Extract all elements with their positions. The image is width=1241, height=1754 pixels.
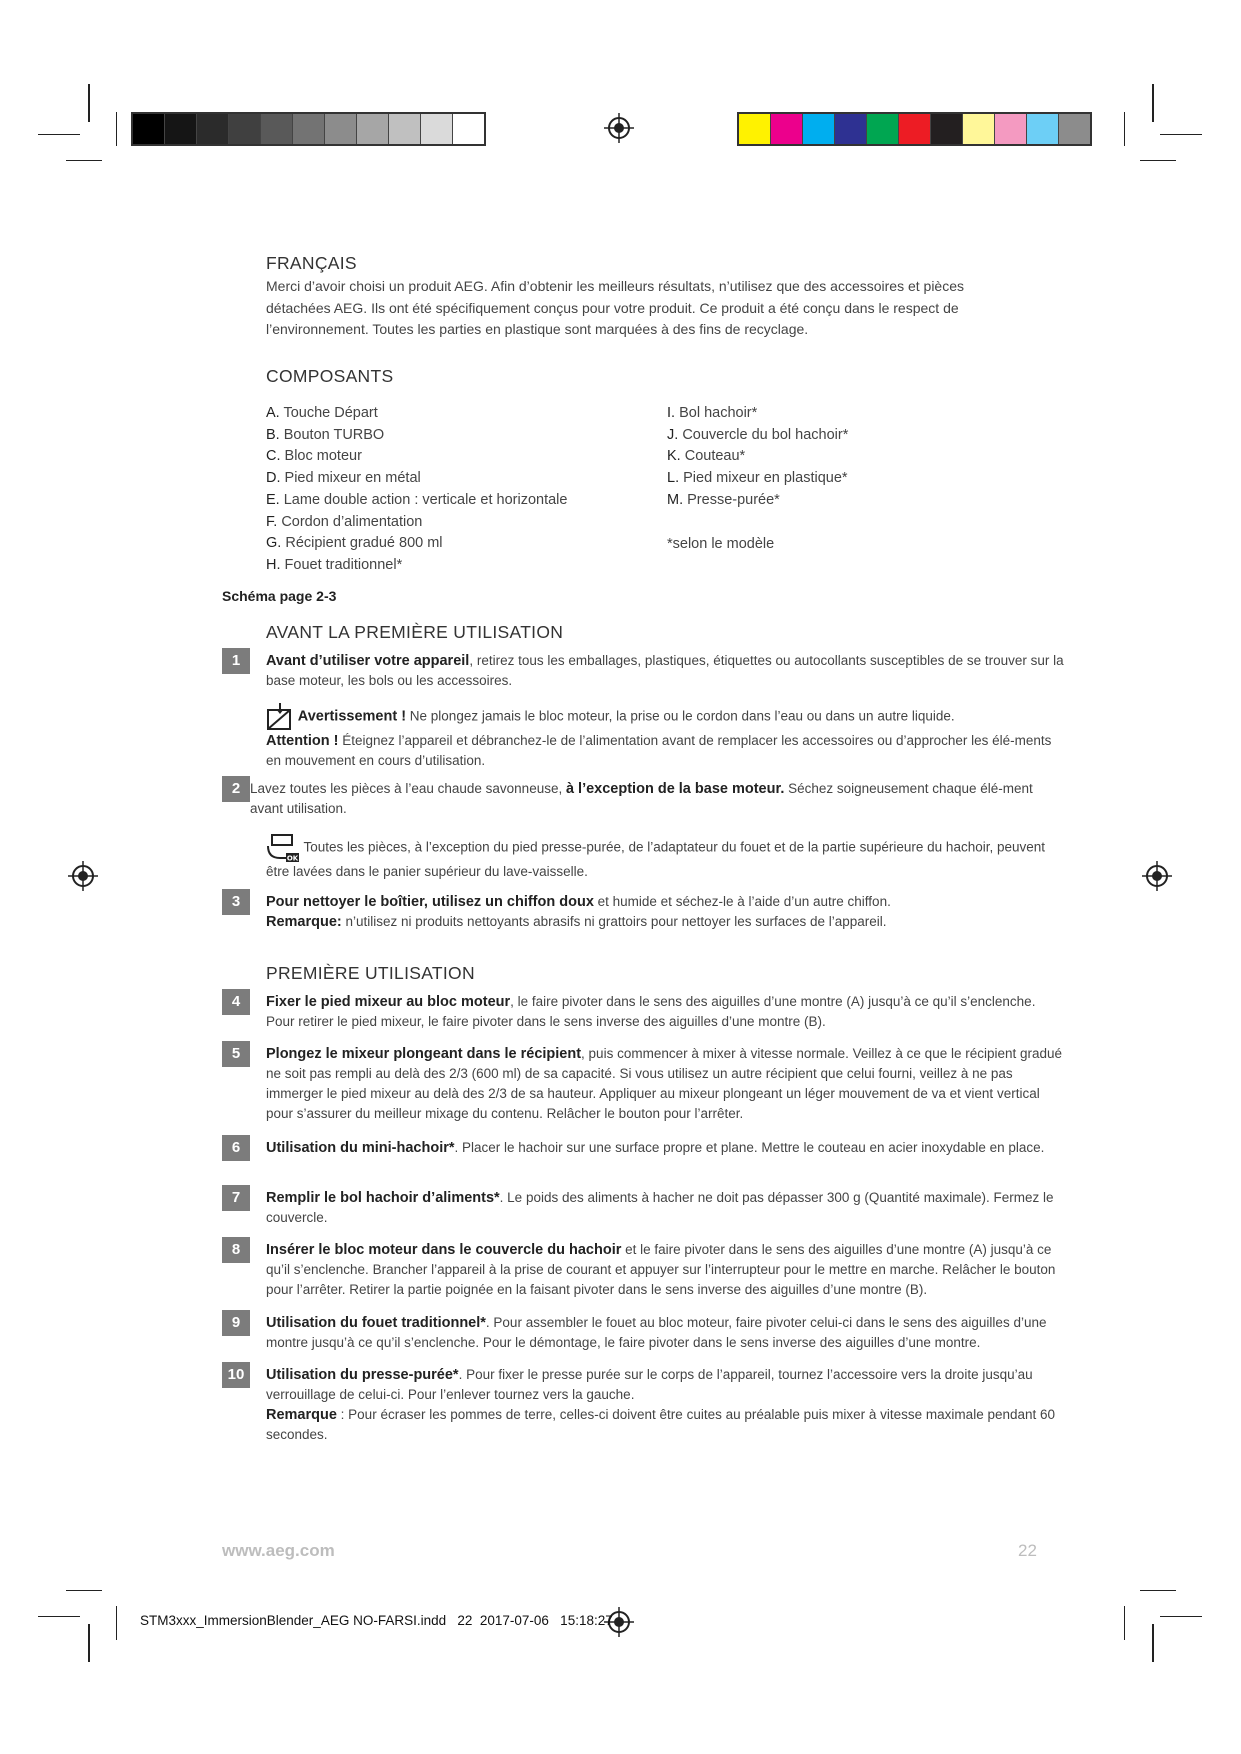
step-body: . Le poids des aliments à hacher ne doit pas dépasser 300 g (Quantité maximale). Fermez le couvercle.: [266, 1190, 1054, 1225]
color-swatch: [739, 114, 771, 144]
crop-mark: [1160, 134, 1202, 135]
component-name: Pied mixeur en métal: [284, 470, 421, 487]
color-swatch: [261, 114, 293, 144]
crop-mark: [1124, 112, 1125, 146]
color-bar: [737, 112, 1092, 146]
color-swatch: [835, 114, 867, 144]
color-swatch: [995, 114, 1027, 144]
step-bold: Utilisation du presse-purée*: [266, 1367, 459, 1383]
color-swatch: [229, 114, 261, 144]
crop-mark: [1140, 1590, 1176, 1591]
step-number-badge: 10: [222, 1362, 250, 1388]
step-1-text: [266, 651, 1066, 691]
color-swatch: [899, 114, 931, 144]
dishwasher-icon-label: OK: [286, 854, 299, 862]
component-item: [266, 492, 567, 508]
component-item: [667, 470, 848, 486]
component-letter: A.: [266, 405, 284, 421]
step-7-text: [266, 1188, 1066, 1228]
component-item: [667, 492, 780, 508]
component-letter: H.: [266, 556, 285, 573]
step-bold: à l’exception de la base moteur.: [565, 781, 785, 797]
component-letter: L.: [667, 470, 684, 487]
crop-mark: [1140, 160, 1176, 161]
step-bold: Pour nettoyer le boîtier, utilisez un chiffon doux: [266, 894, 594, 910]
step-number-badge: 2: [222, 776, 250, 802]
step-number-badge: 1: [222, 648, 250, 674]
step-10-text: [266, 1365, 1066, 1445]
component-letter: C.: [266, 448, 285, 465]
warning-label: Avertissement !: [297, 708, 407, 725]
color-swatch: [1027, 114, 1059, 144]
color-swatch: [389, 114, 421, 144]
component-item: [266, 514, 422, 530]
section-title-francais: FRANÇAIS: [266, 253, 357, 273]
step-body: Séchez soigneusement chaque élé-ment avant utilisation.: [250, 781, 1033, 816]
color-swatch: [197, 114, 229, 144]
color-swatch: [357, 114, 389, 144]
component-item: [266, 557, 402, 573]
component-letter: G.: [266, 535, 286, 552]
component-item: [266, 535, 443, 551]
component-name: Lame double action : verticale et horizontale: [283, 491, 568, 508]
component-name: Bol hachoir*: [679, 405, 758, 421]
intro-line: Merci d’avoir choisi un produit AEG. Afin d’obtenir les meilleurs résultats, n’utilisez que des accessoires et pièces: [266, 278, 964, 294]
color-swatch: [165, 114, 197, 144]
step-body: . Pour assembler le fouet au bloc moteur, faire pivoter celui-ci dans le sens des aiguilles d’une montre jusqu’à ce qu’il s’enclenche. Pour le démontage, le faire pivoter dans le sens inverse des aiguilles d’une montre.: [266, 1315, 1047, 1350]
color-swatch: [771, 114, 803, 144]
registration-target-icon: [604, 113, 634, 143]
component-name: Cordon d’alimentation: [281, 513, 423, 530]
component-item: [266, 470, 421, 486]
step-body: Lavez toutes les pièces à l’eau chaude savonneuse,: [250, 781, 566, 796]
component-item: [667, 405, 757, 421]
step-body: et humide et séchez-le à l’aide d’un autre chiffon.: [593, 894, 891, 909]
step-bold: Insérer le bloc moteur dans le couvercle du hachoir: [266, 1242, 622, 1258]
component-name: Récipient gradué 800 ml: [285, 535, 443, 552]
component-name: Touche Départ: [283, 405, 378, 421]
website-link[interactable]: www.aeg.com: [222, 1541, 335, 1560]
step-number-badge: 6: [222, 1135, 250, 1161]
component-name: Pied mixeur en plastique*: [683, 470, 848, 487]
section-title-avant: AVANT LA PREMIÈRE UTILISATION: [266, 622, 564, 642]
step-body: n’utilisez ni produits nettoyants abrasifs ni grattoirs pour nettoyer les surfaces de l’appareil.: [341, 914, 887, 929]
component-item: [266, 427, 384, 443]
component-item: [266, 448, 362, 464]
step-4-text: [266, 992, 1066, 1032]
crop-mark: [38, 1616, 80, 1617]
step-bold: Plongez le mixeur plongeant dans le récipient: [266, 1046, 582, 1062]
step-8-text: [266, 1240, 1066, 1300]
crop-mark: [38, 134, 80, 135]
step-bold: Fixer le pied mixeur au bloc moteur: [266, 994, 511, 1010]
component-name: Couvercle du bol hachoir*: [682, 426, 849, 443]
step-bold: Utilisation du mini-hachoir*: [266, 1140, 455, 1156]
component-item: [667, 427, 848, 443]
color-swatch: [963, 114, 995, 144]
registration-target-icon: [68, 861, 98, 891]
step-number-badge: 4: [222, 989, 250, 1015]
color-swatch: [931, 114, 963, 144]
step-number-badge: 9: [222, 1310, 250, 1336]
component-name: Fouet traditionnel*: [284, 556, 403, 573]
color-swatch: [803, 114, 835, 144]
component-letter: B.: [266, 426, 284, 443]
color-swatch: [1059, 114, 1090, 144]
dishwasher-text: Toutes les pièces, à l’exception du pied presse-purée, de l’adaptateur du fouet et de la partie supérieure du hachoir, peuvent être lavées dans le panier supérieur du lave-vaisselle.: [266, 839, 1046, 879]
color-swatch: [133, 114, 165, 144]
crop-mark: [1160, 1616, 1202, 1617]
component-letter: J.: [667, 426, 683, 443]
crop-mark: [66, 160, 102, 161]
component-item: [266, 405, 378, 421]
component-name: Couteau*: [684, 448, 746, 465]
step-body: : Pour écraser les pommes de terre, celles-ci doivent être cuites au préalable puis mixer à vitesse maximale pendant 60 secondes.: [266, 1407, 1056, 1442]
no-immersion-warning-icon: [266, 703, 294, 731]
component-name: Bloc moteur: [284, 448, 362, 465]
intro-paragraph: [266, 276, 1066, 341]
dishwasher-note: [266, 834, 1066, 882]
crop-mark: [88, 1624, 90, 1662]
color-swatch: [293, 114, 325, 144]
attention-text: Éteignez l’appareil et débranchez-le de l’alimentation avant de remplacer les accessoires ou d’approcher les élé-ments en mouvement en cours d’utilisation.: [266, 733, 1052, 768]
step-bold: Remplir le bol hachoir d’aliments*: [266, 1190, 500, 1206]
color-swatch: [867, 114, 899, 144]
step-body: . Placer le hachoir sur une surface propre et plane. Mettre le couteau en acier inoxydable en place.: [454, 1140, 1045, 1155]
section-title-composants: COMPOSANTS: [266, 366, 394, 386]
step-body: , retirez tous les emballages, plastiques, étiquettes ou autocollants susceptibles de se trouver sur la base moteur, les bols ou les accessoires.: [266, 653, 1064, 688]
warning-text: Ne plongez jamais le bloc moteur, la prise ou le cordon dans l’eau ou dans un autre liquide.: [406, 708, 955, 724]
crop-mark: [116, 1606, 117, 1640]
gray-scale-bar: [131, 112, 486, 146]
color-swatch: [325, 114, 357, 144]
step-number-badge: 7: [222, 1185, 250, 1211]
component-letter: D.: [266, 470, 285, 487]
step-bold: Remarque:: [266, 914, 342, 930]
step-2-text: [250, 779, 1066, 819]
component-item: [667, 448, 745, 464]
crop-mark: [1124, 1606, 1125, 1640]
step-body: , puis commencer à mixer à vitesse normale. Veillez à ce que le récipient gradué ne soit pas rempli au delà des 2/3 (600 ml) de sa capacité. Si vous utilisez un autre récipient que celui fourni, veillez à ne pas immerger le pied mixeur au delà des 2/3 de sa hauteur. Appliquer au mixeur plongeant un léger mouvement de va et vient vertical pour s’assurer du meilleur mixage du contenu. Relâcher le bouton pour l’arrêter.: [266, 1046, 1063, 1121]
schema-reference: Schéma page 2-3: [222, 588, 337, 604]
color-swatch: [421, 114, 453, 144]
section-title-premiere: PREMIÈRE UTILISATION: [266, 963, 475, 983]
crop-mark: [66, 1590, 102, 1591]
components-footnote: *selon le modèle: [667, 536, 775, 552]
page-number: 22: [1018, 1541, 1037, 1560]
crop-mark: [116, 112, 117, 146]
crop-mark: [88, 84, 90, 122]
component-letter: M.: [667, 491, 688, 508]
step-number-badge: 5: [222, 1041, 250, 1067]
attention-label: Attention !: [266, 733, 339, 749]
warning-block: [266, 703, 1066, 771]
step-6-text: [266, 1138, 1066, 1158]
component-letter: F.: [266, 513, 282, 530]
step-3-text: [266, 892, 1066, 932]
step-number-badge: 8: [222, 1237, 250, 1263]
step-bold: Avant d’utiliser votre appareil: [266, 653, 470, 669]
step-bold: Utilisation du fouet traditionnel*: [266, 1315, 486, 1331]
step-bold: Remarque: [266, 1407, 337, 1423]
step-body: et le faire pivoter dans le sens des aiguilles d’une montre (A) jusqu’à ce qu’il s’enclenche. Brancher l’appareil à la prise de courant et appuyer sur l’interrupteur pour le mettre en marche. Relâcher le bouton pour l’arrêter. Retirer la partie poignée en la faisant pivoter dans le sens inverse des aiguilles d’une montre (B).: [266, 1242, 1056, 1297]
step-body: . Pour fixer le presse purée sur le corps de l’appareil, tournez l’accessoire vers la droite jusqu’au verrouillage de celui-ci. Pour l’enlever tournez vers la gauche.: [266, 1367, 1033, 1402]
crop-mark: [1152, 84, 1154, 122]
registration-target-icon: [1142, 861, 1172, 891]
color-swatch: [453, 114, 484, 144]
dishwasher-safe-icon: [266, 834, 300, 862]
component-letter: E.: [266, 491, 284, 508]
intro-line: détachées AEG. Ils ont été spécifiquement conçus pour votre produit. Ce produit a été conçu dans le respect de: [266, 299, 959, 316]
file-slug: STM3xxx_ImmersionBlender_AEG NO-FARSI.indd 22 2017-07-06 15:18:27: [140, 1613, 613, 1628]
component-letter: K.: [667, 448, 685, 465]
step-body: , le faire pivoter dans le sens des aiguilles d’une montre (A) jusqu’à ce qu’il s’enclenche. Pour retirer le pied mixeur, le faire pivoter dans le sens inverse des aiguilles d’une montre (B).: [266, 994, 1036, 1029]
step-5-text: [266, 1044, 1066, 1124]
step-number-badge: 3: [222, 889, 250, 915]
intro-line: l’environnement. Toutes les parties en plastique sont marquées à des fins de recyclage.: [266, 321, 809, 337]
component-letter: I.: [667, 405, 680, 421]
component-name: Presse-purée*: [687, 491, 780, 508]
step-9-text: [266, 1313, 1066, 1353]
component-name: Bouton TURBO: [283, 426, 385, 443]
crop-mark: [1152, 1624, 1154, 1662]
